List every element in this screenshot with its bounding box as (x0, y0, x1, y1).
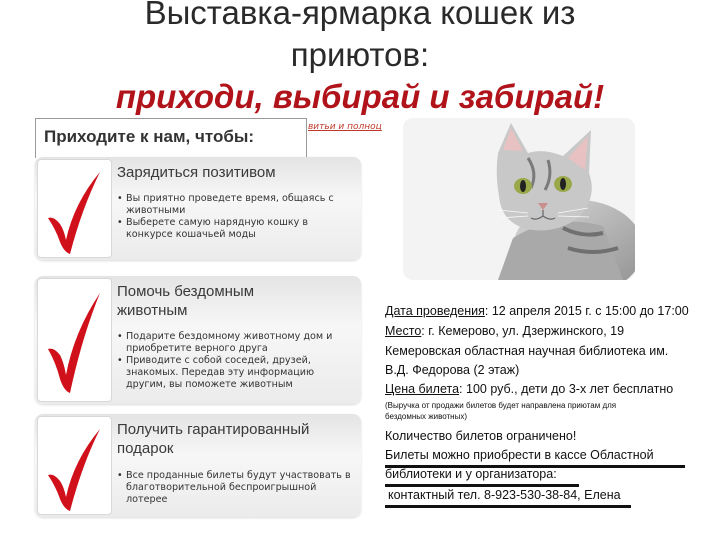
bullet-item: • Приводите с собой соседей, друзей, знакомых. Передав эту информацию другим, вы поможете животным (117, 355, 355, 391)
checkmark-box (37, 159, 112, 258)
title-line-2: приютов: (290, 36, 430, 73)
date-label: Дата проведения (385, 304, 485, 318)
underline-bar (385, 505, 631, 508)
title-line-1: Выставка-ярмарка кошек из (144, 0, 576, 31)
hint-text: витьи и полноц (308, 122, 382, 132)
intro-label: Приходите к нам, чтобы: (35, 118, 307, 158)
underline-bar (385, 484, 579, 487)
reason-card-help (35, 276, 361, 404)
price-value: : 100 руб., дети до 3-х лет бесплатно (459, 382, 674, 396)
card-heading: Зарядиться позитивом (117, 164, 276, 181)
event-place-line-2: Кемеровская областная научная библиотека им. (385, 344, 669, 358)
cat-photo (403, 118, 635, 280)
date-value: : 12 апреля 2015 г. с 15:00 до 17:00 (484, 304, 689, 318)
reason-card-gift (35, 414, 361, 517)
tickets-limited: Количество билетов ограничено! (385, 429, 577, 443)
card-heading: Помочь бездомным животным (117, 283, 255, 319)
price-label: Цена билета (385, 382, 460, 396)
proceeds-note-line-1: (Выручка от продажи билетов будет направлена приютам для (385, 401, 617, 410)
checkmark-icon (44, 168, 104, 258)
card-bullets (117, 193, 355, 241)
card-bullets (117, 470, 355, 506)
checkmark-icon (44, 287, 104, 397)
bullet-item: • Подарите бездомному животному дом и приобретите верного друга (117, 331, 355, 355)
page-title (0, 0, 720, 118)
place-value: : г. Кемерово, ул. Дзержинского, 19 (421, 324, 625, 338)
event-place-line-3: В.Д. Федорова (2 этаж) (385, 363, 520, 377)
card-bullets (117, 331, 355, 391)
place-label: Место (385, 324, 422, 338)
buy-tickets-line-2: библиотеки и у организатора: (385, 467, 557, 481)
bullet-item: • Выберете самую нарядную кошку в конкурсе кошачьей моды (117, 217, 355, 241)
event-place (385, 324, 624, 338)
bullet-item: • Все проданные билеты будут участвовать в благотворительной беспроигрышной лотерее (117, 470, 355, 506)
card-heading: Получить гарантированный подарок (117, 421, 310, 457)
proceeds-note-line-2: бездомных животных) (385, 412, 468, 421)
buy-tickets-line-1: Билеты можно приобрести в кассе Областной (385, 448, 654, 462)
contact-phone: контактный тел. 8-923-530-38-84, Елена (388, 488, 621, 502)
checkmark-icon (44, 425, 104, 515)
reason-card-positive (35, 157, 361, 260)
title-slogan: приходи, выбирай и забирай! (115, 78, 605, 115)
checkmark-box (37, 416, 112, 515)
ticket-price (385, 382, 673, 396)
checkmark-box (37, 278, 112, 402)
bullet-item: • Вы приятно проведете время, общаясь с животными (117, 193, 355, 217)
event-date (385, 304, 689, 318)
